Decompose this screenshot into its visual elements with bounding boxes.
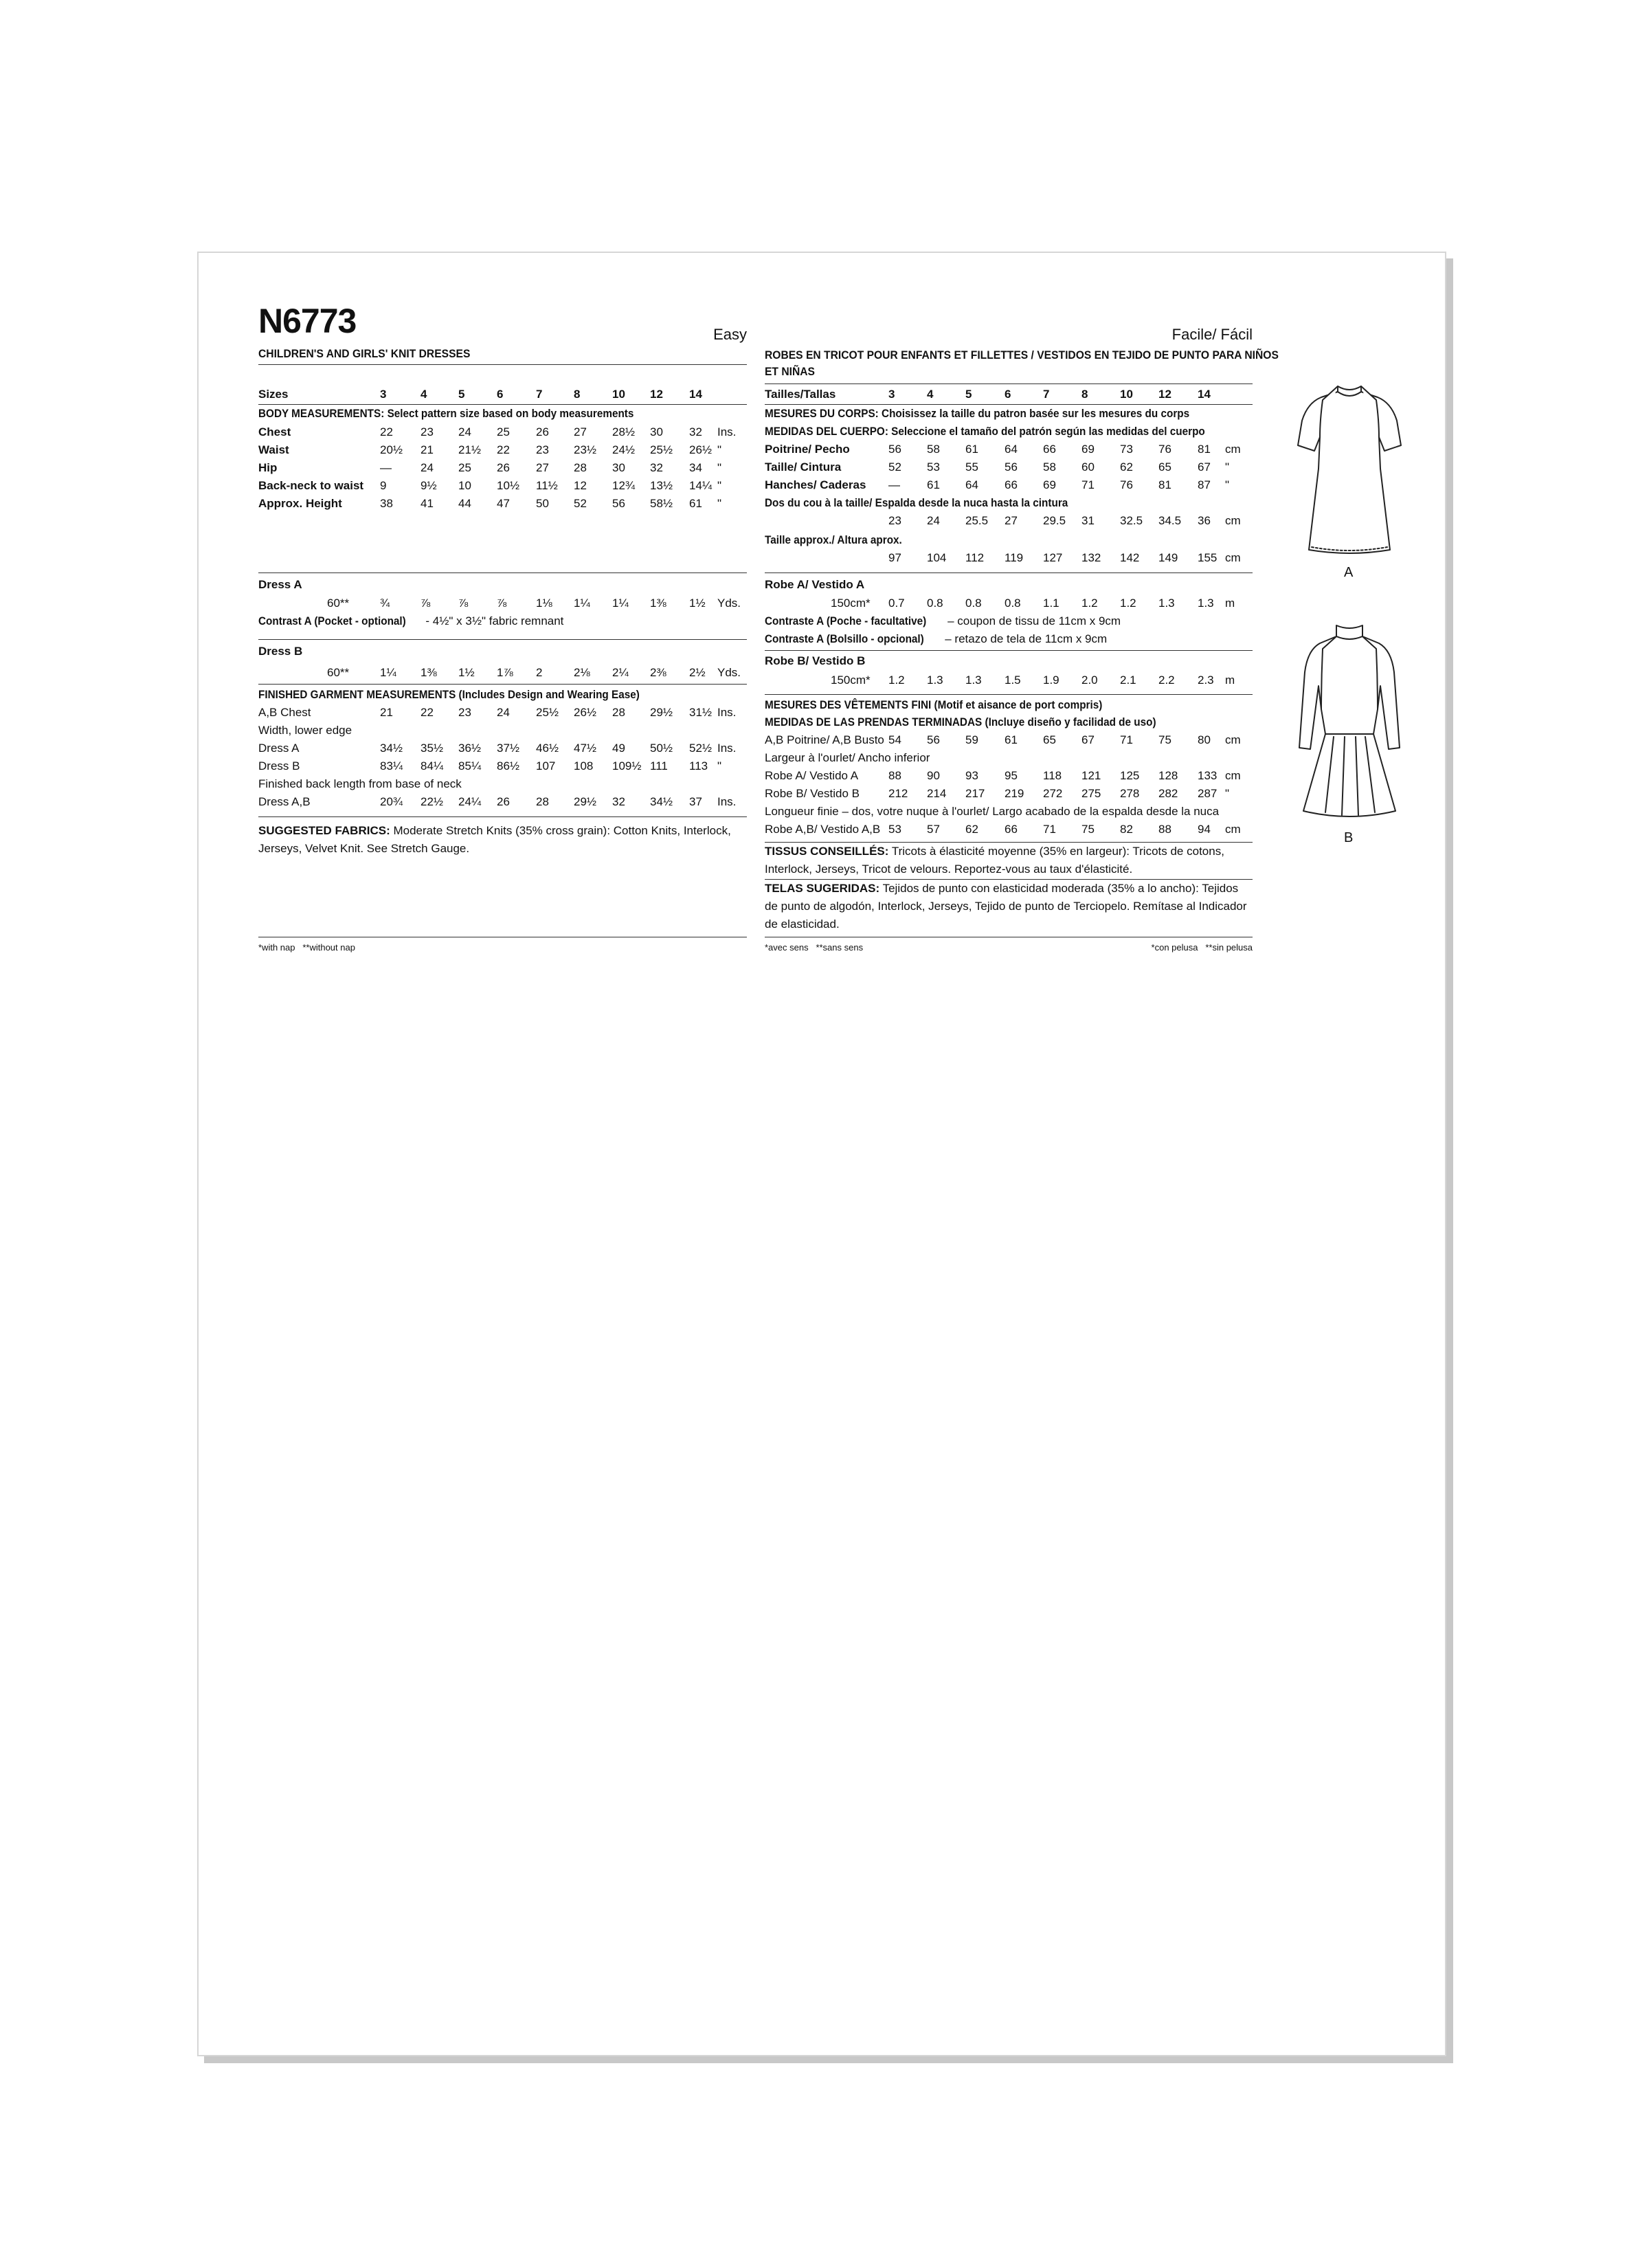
value-cell: 31: [1081, 514, 1095, 527]
value-cell: 22½: [420, 795, 444, 808]
value-cell: 272: [1043, 787, 1063, 800]
size-cell: 8: [1081, 388, 1088, 401]
english-column: N6773 Easy CHILDREN'S AND GIRLS' KNIT DRESSES Sizes 3 4 5 6 7 8 10 12 14 BODY MEASUREMENTS: Select pattern size based on body measurements Chest 22 23 24 25 26 27 28½ 30 32 Ins. Waist 20½ 21 21½ 22 23 23½ 24½ 25½ 26½ " Hip — 24 25 26 27 28 30 32 34 " Back-neck to waist 9 9½ 10 10½ 11½ 12 12¾ 13½ 14¼ " Approx. Height 38 41 44 47 50 52 56 58½ 61 " Dress A 60** ¾ ⅞ ⅞ ⅞ 1⅛ 1¼ 1¼ 1⅜ 1½ Yds. Contrast A (Pocket - optional) - 4½" x 3½" fabric remnant Dress B 60** 1¼ 1⅜ 1½ 1⅞ 2 2⅛ 2¼ 2⅜ 2½ Yds. FINISHED GARMENT MEASUREMENTS (Includes Design and Wearing Ease) A,B Chest 21 22 23 24 25½ 26½ 28 29½ 31½ Ins. Width, lower edge Dress A 34½ 35½ 36½ 37½ 46½ 47½ 49 50½ 52½ Ins. Dress B 83¼ 84¼ 85¼ 86½ 107 108 109½ 111 113 " Finished back length from base of neck Dress A,B 20¾ 22½ 24¼ 26 28 29½ 32 34½ 37 Ins. SUGGESTED FABRICS: Moderate Stretch Knits (35% cross grain): Cotton Knits, Interlock, Jerseys, Velvet Knit. See Stretch Gauge. *with nap **without nap: [258, 302, 747, 953]
value-cell: 212: [888, 787, 908, 800]
fabric-width: 60**: [327, 666, 350, 679]
value-cell: 64: [965, 478, 978, 491]
size-cell: 5: [458, 388, 465, 401]
value-cell: 219: [1005, 787, 1024, 800]
difficulty-level-fr: Facile/ Fácil: [1171, 326, 1253, 343]
value-cell: 14¼: [689, 479, 713, 492]
value-cell: 59: [965, 733, 978, 746]
value-cell: 27: [536, 461, 549, 474]
value-cell: 69: [1081, 443, 1095, 456]
value-cell: 1⅜: [420, 666, 437, 679]
value-cell: 1.2: [1081, 597, 1098, 610]
value-cell: ⅞: [420, 597, 431, 610]
value-cell: 1.3: [965, 674, 982, 687]
value-cell: 66: [1005, 478, 1018, 491]
unit-cell: ": [1225, 460, 1230, 474]
value-cell: 1.5: [1005, 674, 1021, 687]
value-cell: 38: [380, 497, 393, 510]
value-cell: 22: [380, 425, 393, 438]
size-cell: 7: [536, 388, 543, 401]
value-cell: 27: [1005, 514, 1018, 527]
value-cell: 24½: [612, 443, 636, 456]
tissus-conseilles: TISSUS CONSEILLÉS: Tricots à élasticité moyenne (35% en largeur): Tricots de cotons, Interlock, Jerseys, Tricot de velours. Reportez-vous au taux d'élasticité.: [765, 845, 1224, 876]
value-cell: 13½: [650, 479, 673, 492]
value-cell: 25½: [536, 706, 559, 719]
value-cell: 29.5: [1043, 514, 1066, 527]
value-cell: 84¼: [420, 759, 444, 772]
value-cell: 1.3: [927, 674, 943, 687]
value-cell: 81: [1158, 478, 1171, 491]
pattern-code: N6773: [258, 302, 357, 340]
fabric-width: 150cm*: [831, 597, 871, 610]
value-cell: 28½: [612, 425, 636, 438]
value-cell: 52: [574, 497, 587, 510]
footnote-sens: *avec sens **sans sens: [765, 942, 864, 953]
value-cell: 75: [1158, 733, 1171, 746]
value-cell: 47½: [574, 742, 597, 755]
value-cell: 49: [612, 742, 625, 755]
value-cell: 26½: [574, 706, 597, 719]
value-cell: 26: [536, 425, 549, 438]
value-cell: 95: [1005, 769, 1018, 782]
row-label: Waist: [258, 443, 289, 456]
unit-cell: ": [717, 497, 722, 510]
value-cell: 28: [612, 706, 625, 719]
value-cell: 108: [574, 759, 594, 772]
value-cell: 52½: [689, 742, 713, 755]
value-cell: 36½: [458, 742, 482, 755]
value-cell: 118: [1043, 769, 1062, 782]
value-cell: 71: [1120, 733, 1133, 746]
value-cell: 58½: [650, 497, 673, 510]
value-cell: 34½: [650, 795, 673, 808]
value-cell: 155: [1198, 551, 1218, 564]
value-cell: 56: [927, 733, 940, 746]
value-cell: 2.2: [1158, 674, 1175, 687]
value-cell: 66: [1005, 823, 1018, 836]
value-cell: 94: [1198, 823, 1211, 836]
value-cell: 2⅜: [650, 666, 666, 679]
value-cell: 1.3: [1198, 597, 1214, 610]
value-cell: 97: [888, 551, 901, 564]
row-label: Hip: [258, 461, 278, 474]
value-cell: 1⅞: [497, 666, 513, 679]
value-cell: 88: [1158, 823, 1171, 836]
unit-cell: ": [717, 479, 722, 492]
value-cell: 2.1: [1120, 674, 1136, 687]
value-cell: 46½: [536, 742, 559, 755]
value-cell: 282: [1158, 787, 1178, 800]
value-cell: 24: [497, 706, 510, 719]
value-cell: 36: [1198, 514, 1211, 527]
value-cell: 28: [536, 795, 549, 808]
value-cell: 23: [888, 514, 901, 527]
value-cell: 133: [1198, 769, 1218, 782]
value-cell: 20¾: [380, 795, 403, 808]
value-cell: 71: [1081, 478, 1095, 491]
value-cell: 24: [420, 461, 434, 474]
value-cell: 0.7: [888, 597, 905, 610]
value-cell: 53: [888, 823, 901, 836]
value-cell: 2: [536, 666, 543, 679]
size-cell: 3: [380, 388, 387, 401]
value-cell: 88: [888, 769, 901, 782]
value-cell: 93: [965, 769, 978, 782]
value-cell: 30: [612, 461, 625, 474]
size-cell: 4: [420, 388, 427, 401]
dress-a-sketch: [1295, 379, 1404, 561]
value-cell: 9½: [420, 479, 437, 492]
value-cell: 132: [1081, 551, 1101, 564]
row-label: A,B Chest: [258, 706, 311, 719]
value-cell: 61: [689, 497, 702, 510]
value-cell: 67: [1198, 460, 1211, 474]
fabric-width: 150cm*: [831, 674, 871, 687]
size-cell: 10: [1120, 388, 1133, 401]
value-cell: 54: [888, 733, 901, 746]
value-cell: 22: [497, 443, 510, 456]
value-cell: 1½: [458, 666, 475, 679]
size-cell: 14: [1198, 388, 1211, 401]
value-cell: 26: [497, 795, 510, 808]
value-cell: 62: [965, 823, 978, 836]
value-cell: 1¼: [574, 597, 590, 610]
row-label: Robe A/ Vestido A: [765, 769, 859, 782]
value-cell: 214: [927, 787, 947, 800]
row-label: Back-neck to waist: [258, 479, 364, 492]
value-cell: 23: [420, 425, 434, 438]
unit-cell: ": [717, 759, 722, 772]
size-cell: 4: [927, 388, 934, 401]
value-cell: 111: [650, 759, 668, 772]
value-cell: 30: [650, 425, 663, 438]
row-label: Chest: [258, 425, 291, 438]
value-cell: ⅞: [458, 597, 469, 610]
value-cell: 80: [1198, 733, 1211, 746]
unit-cell: cm: [1225, 823, 1241, 836]
unit-cell: cm: [1225, 769, 1241, 782]
row-label: Approx. Height: [258, 497, 342, 510]
value-cell: 56: [1005, 460, 1018, 474]
value-cell: 62: [1120, 460, 1133, 474]
value-cell: 26: [497, 461, 510, 474]
value-cell: 27: [574, 425, 587, 438]
value-cell: 86½: [497, 759, 520, 772]
row-label: Poitrine/ Pecho: [765, 443, 850, 456]
value-cell: 142: [1120, 551, 1140, 564]
telas-sugeridas: TELAS SUGERIDAS: Tejidos de punto con elasticidad moderada (35% a lo ancho): Tejidos de punto de algodón, Interlock, Jerseys, Tejido de punto de Terciopelo. Remítase al Indicador de elasticidad.: [765, 882, 1247, 931]
value-cell: 37½: [497, 742, 520, 755]
value-cell: 1.9: [1043, 674, 1059, 687]
dress-b-sketch: [1290, 617, 1409, 823]
pattern-subtitle-fr: ROBES EN TRICOT POUR ENFANTS ET FILLETTES / VESTIDOS EN TEJIDO DE PUNTO PARA NIÑOS ET NIÑAS: [765, 348, 1279, 378]
value-cell: 67: [1081, 733, 1095, 746]
value-cell: 61: [965, 443, 978, 456]
value-cell: 10: [458, 479, 471, 492]
value-cell: 9: [380, 479, 387, 492]
unit-cell: Yds.: [717, 597, 741, 610]
value-cell: 128: [1158, 769, 1178, 782]
value-cell: 76: [1120, 478, 1133, 491]
row-label: Taille/ Cintura: [765, 460, 842, 474]
value-cell: 1½: [689, 597, 706, 610]
value-cell: 37: [689, 795, 702, 808]
value-cell: 1.1: [1043, 597, 1059, 610]
value-cell: 112: [965, 551, 985, 564]
row-label: Robe A,B/ Vestido A,B: [765, 823, 881, 836]
value-cell: 56: [888, 443, 901, 456]
value-cell: 278: [1120, 787, 1140, 800]
value-cell: 149: [1158, 551, 1178, 564]
unit-cell: ": [717, 461, 722, 474]
value-cell: 127: [1043, 551, 1063, 564]
value-cell: 34: [689, 461, 702, 474]
unit-cell: Ins.: [717, 706, 737, 719]
size-cell: 10: [612, 388, 625, 401]
pattern-subtitle: CHILDREN'S AND GIRLS' KNIT DRESSES: [258, 347, 471, 360]
row-label: Dress A,B: [258, 795, 311, 808]
unit-cell: cm: [1225, 733, 1241, 746]
difficulty-level: Easy: [713, 326, 747, 343]
unit-cell: cm: [1225, 551, 1241, 564]
sizes-label: Tailles/Tallas: [765, 388, 836, 401]
value-cell: 21: [420, 443, 434, 456]
value-cell: 32.5: [1120, 514, 1143, 527]
value-cell: 113: [689, 759, 708, 772]
value-cell: 65: [1158, 460, 1171, 474]
value-cell: 41: [420, 497, 434, 510]
row-label: Dress B: [258, 759, 300, 772]
value-cell: 2¼: [612, 666, 629, 679]
size-cell: 5: [965, 388, 972, 401]
value-cell: 83¼: [380, 759, 403, 772]
value-cell: 81: [1198, 443, 1211, 456]
value-cell: 90: [927, 769, 940, 782]
unit-cell: ": [717, 443, 722, 456]
value-cell: 23½: [574, 443, 597, 456]
value-cell: 75: [1081, 823, 1095, 836]
value-cell: 87: [1198, 478, 1211, 491]
value-cell: 61: [1005, 733, 1018, 746]
value-cell: 28: [574, 461, 587, 474]
value-cell: 1.2: [1120, 597, 1136, 610]
value-cell: 26½: [689, 443, 713, 456]
value-cell: 24: [458, 425, 471, 438]
unit-cell: m: [1225, 674, 1235, 687]
value-cell: 60: [1081, 460, 1095, 474]
value-cell: ¾: [380, 597, 390, 610]
row-label: Hanches/ Caderas: [765, 478, 866, 491]
size-cell: 8: [574, 388, 581, 401]
value-cell: 55: [965, 460, 978, 474]
value-cell: 56: [612, 497, 625, 510]
value-cell: 24¼: [458, 795, 482, 808]
value-cell: 34.5: [1158, 514, 1182, 527]
value-cell: —: [888, 478, 900, 491]
value-cell: 73: [1120, 443, 1133, 456]
value-cell: —: [380, 461, 392, 474]
value-cell: 65: [1043, 733, 1056, 746]
value-cell: 12: [574, 479, 587, 492]
value-cell: 76: [1158, 443, 1171, 456]
value-cell: 2½: [689, 666, 706, 679]
value-cell: 23: [536, 443, 549, 456]
sizes-label: Sizes: [258, 388, 289, 401]
value-cell: 64: [1005, 443, 1018, 456]
value-cell: 52: [888, 460, 901, 474]
size-cell: 12: [650, 388, 663, 401]
value-cell: 10½: [497, 479, 520, 492]
value-cell: 25½: [650, 443, 673, 456]
value-cell: 0.8: [927, 597, 943, 610]
value-cell: 287: [1198, 787, 1218, 800]
unit-cell: ": [1225, 787, 1230, 800]
value-cell: 1¼: [380, 666, 396, 679]
value-cell: 24: [927, 514, 940, 527]
value-cell: 61: [927, 478, 940, 491]
value-cell: 2⅛: [574, 666, 590, 679]
value-cell: 32: [689, 425, 702, 438]
value-cell: 57: [927, 823, 940, 836]
value-cell: 1.2: [888, 674, 905, 687]
row-label: A,B Poitrine/ A,B Busto: [765, 733, 884, 746]
size-cell: 7: [1043, 388, 1050, 401]
row-label: Dress A: [258, 742, 300, 755]
value-cell: 0.8: [965, 597, 982, 610]
french-spanish-column: Facile/ Fácil ROBES EN TRICOT POUR ENFANTS ET FILLETTES / VESTIDOS EN TEJIDO DE PUNTO PARA NIÑOS ET NIÑAS Tailles/Tallas 3 4 5 6 7 8 10 12 14 MESURES DU CORPS: Choisissez la taille du patron basée sur les mesures du corps MEDIDAS DEL CUERPO: Seleccione el tamaño del patrón según las medidas del cuerpo Poitrine/ Pecho 56 58 61 64 66 69 73 76 81 cm Taille/ Cintura 52 53 55 56 58 60 62 65 67 " Hanches/ Caderas — 61 64 66 69 71 76 81 87 " Dos du cou à la taille/ Espalda desde la nuca hasta la cintura 23 24 25.5 27 29.5 31 32.5 34.5 36 cm Taille approx./ Altura aprox. 97 104 112 119 127 132 142 149 155 cm Robe A/ Vestido A 150cm* 0.7 0.8 0.8 0.8 1.1 1.2 1.2 1.3 1.3 m Contraste A (Poche - facultative) – coupon de tissu de 11cm x 9cm Contraste A (Bolsillo - opcional) – retazo de tela de 11cm x 9cm Robe B/ Vestido B 150cm* 1.2 1.3 1.3 1.5 1.9 2.0 2.1 2.2 2.3 m MESURES DES VÊTEMENTS FINI (Motif et aisance de port compris) MEDIDAS DE LAS PRENDAS TERMINADAS (Incluye diseño y facilidad de uso) A,B Poitrine/ A,B Busto 54 56 59 61 65 67 71 75 80 cm Largeur à l'ourlet/ Ancho inferior Robe A/ Vestido A 88 90 93 95 118 121 125 128 133 cm Robe B/ Vestido B 212 214 217 219 272 275 278 282 287 " Longueur finie – dos, votre nuque à l'ourlet/ Largo acabado de la espalda desde la nuca Robe A,B/ Vestido A,B 53 57 62 66 71 75 82 88 94 cm TISSUS CONSEILLÉS: Tricots à élasticité moyenne (35% en largeur): Tricots de cotons, Interlock, Jerseys, Tricot de velours. Reportez-vous au taux d'élasticité. TELAS SUGERIDAS: Tejidos de punto con elasticidad moderada (35% a lo ancho): Tejidos de punto de algodón, Interlock, Jerseys, Tejido de punto de Terciopelo. Remítase al Indicador de elasticidad. *avec sens **sans sens *con pelusa **sin pelusa: [765, 326, 1279, 953]
value-cell: 29½: [650, 706, 673, 719]
value-cell: 107: [536, 759, 556, 772]
footnote-pelusa: *con pelusa **sin pelusa: [1151, 942, 1253, 953]
unit-cell: Ins.: [717, 742, 737, 755]
value-cell: 21½: [458, 443, 482, 456]
value-cell: 50: [536, 497, 549, 510]
value-cell: 275: [1081, 787, 1101, 800]
value-cell: 66: [1043, 443, 1056, 456]
unit-cell: cm: [1225, 514, 1241, 527]
value-cell: 85¼: [458, 759, 482, 772]
value-cell: 21: [380, 706, 393, 719]
size-cell: 12: [1158, 388, 1171, 401]
footnote-nap: *with nap **without nap: [258, 942, 355, 953]
unit-cell: m: [1225, 597, 1235, 610]
value-cell: 53: [927, 460, 940, 474]
value-cell: 104: [927, 551, 947, 564]
unit-cell: Ins.: [717, 425, 737, 438]
pattern-sheet: [197, 252, 1446, 2056]
value-cell: 25.5: [965, 514, 989, 527]
value-cell: 22: [420, 706, 434, 719]
value-cell: 23: [458, 706, 471, 719]
size-cell: 14: [689, 388, 702, 401]
value-cell: 0.8: [1005, 597, 1021, 610]
value-cell: 44: [458, 497, 471, 510]
fabric-width: 60**: [327, 597, 350, 610]
unit-cell: ": [1225, 478, 1230, 491]
value-cell: 11½: [536, 479, 558, 492]
value-cell: 25: [458, 461, 471, 474]
value-cell: 217: [965, 787, 985, 800]
value-cell: 2.3: [1198, 674, 1214, 687]
value-cell: 35½: [420, 742, 444, 755]
value-cell: 20½: [380, 443, 403, 456]
value-cell: 1⅜: [650, 597, 666, 610]
value-cell: 58: [1043, 460, 1056, 474]
value-cell: 125: [1120, 769, 1140, 782]
value-cell: 1¼: [612, 597, 629, 610]
value-cell: 32: [612, 795, 625, 808]
value-cell: 82: [1120, 823, 1133, 836]
value-cell: 25: [497, 425, 510, 438]
value-cell: 47: [497, 497, 510, 510]
row-label: Robe B/ Vestido B: [765, 787, 860, 800]
value-cell: 109½: [612, 759, 642, 772]
value-cell: 1.3: [1158, 597, 1175, 610]
value-cell: 32: [650, 461, 663, 474]
value-cell: 2.0: [1081, 674, 1098, 687]
size-cell: 6: [497, 388, 504, 401]
unit-cell: cm: [1225, 443, 1241, 456]
value-cell: 31½: [689, 706, 713, 719]
size-cell: 6: [1005, 388, 1011, 401]
value-cell: 69: [1043, 478, 1056, 491]
unit-cell: Yds.: [717, 666, 741, 679]
value-cell: 50½: [650, 742, 673, 755]
value-cell: 71: [1043, 823, 1056, 836]
size-cell: 3: [888, 388, 895, 401]
value-cell: 29½: [574, 795, 597, 808]
value-cell: 58: [927, 443, 940, 456]
view-label-b: B: [1344, 830, 1354, 845]
view-label-a: A: [1344, 565, 1354, 580]
value-cell: ⅞: [497, 597, 507, 610]
suggested-fabrics: SUGGESTED FABRICS: Moderate Stretch Knits (35% cross grain): Cotton Knits, Interlock, Jerseys, Velvet Knit. See Stretch Gauge.: [258, 824, 731, 855]
unit-cell: Ins.: [717, 795, 737, 808]
value-cell: 121: [1081, 769, 1101, 782]
value-cell: 34½: [380, 742, 403, 755]
value-cell: 12¾: [612, 479, 636, 492]
value-cell: 1⅛: [536, 597, 552, 610]
value-cell: 119: [1005, 551, 1024, 564]
